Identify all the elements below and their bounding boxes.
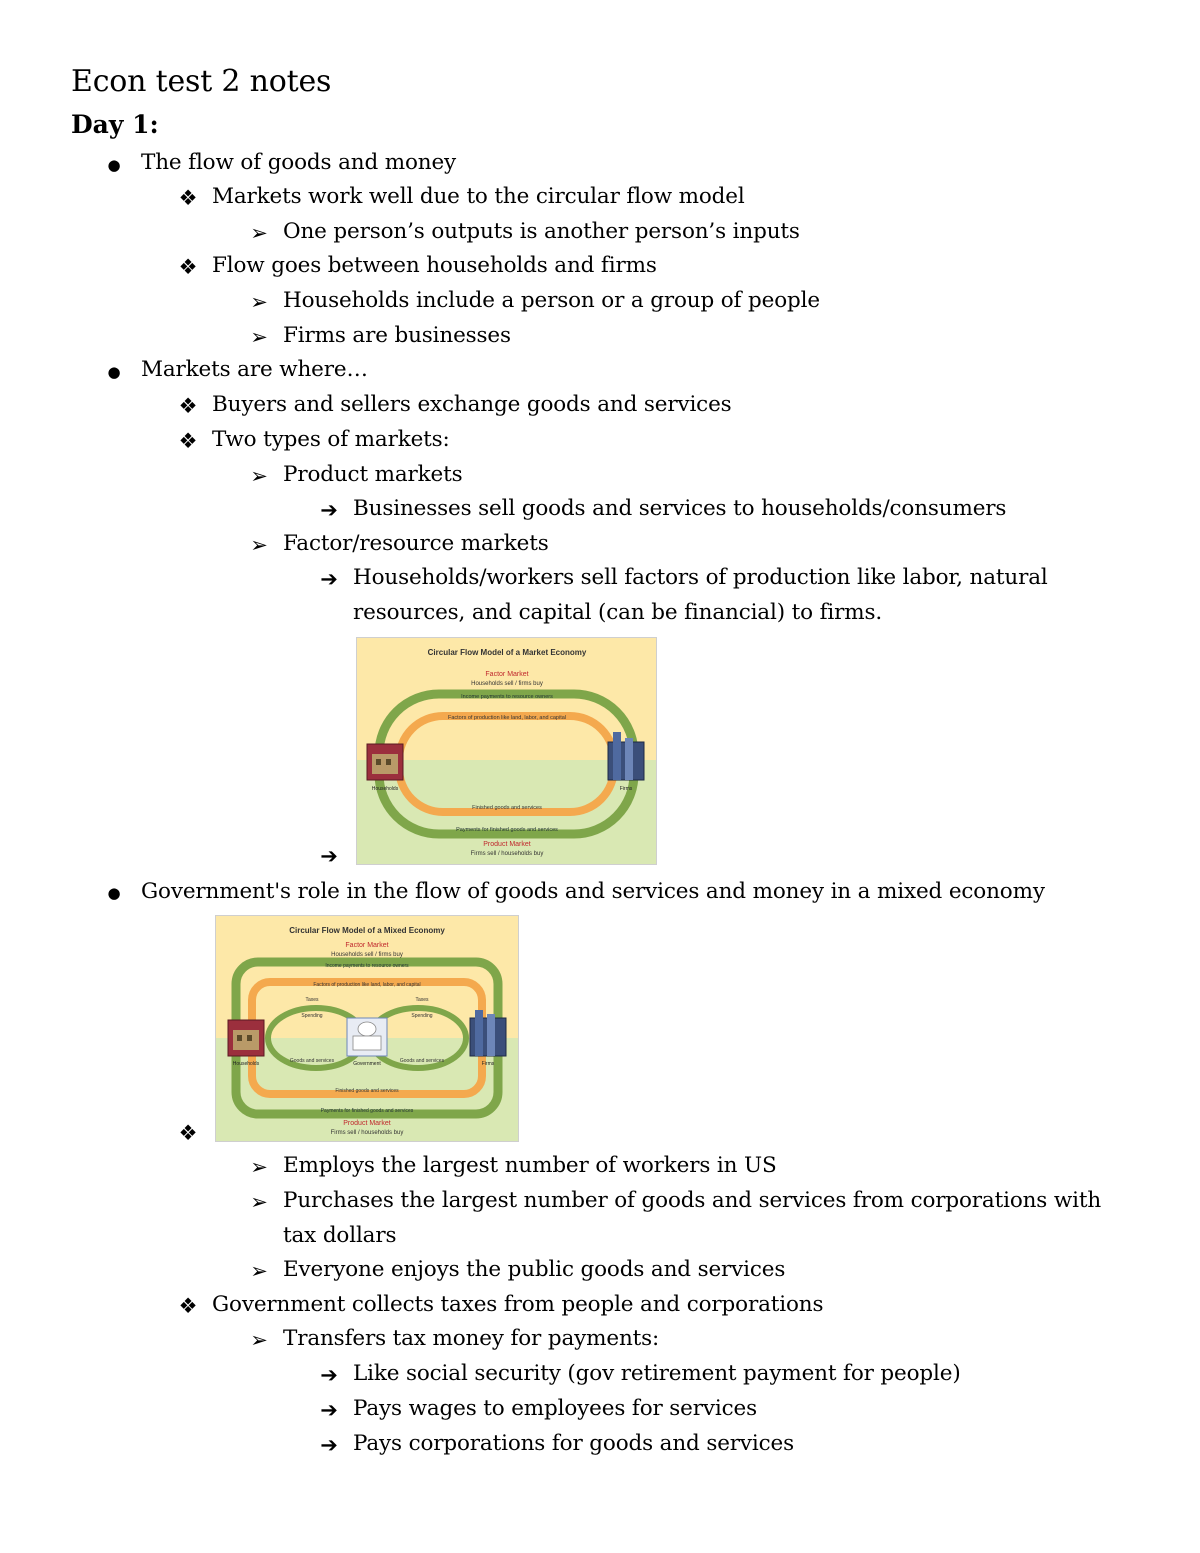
households-label: Households [371,786,399,792]
arrow-bullet-icon: ➔ [320,1398,338,1422]
product-market-sub: Firms sell / households buy [470,851,544,857]
households-icon [228,1020,264,1056]
market-economy-diagram [356,637,657,865]
product-market-sub: Firms sell / households buy [330,1130,404,1136]
list-item-continuation: tax dollars [283,1223,397,1248]
diamond-bullet-icon: ❖ [178,1121,198,1145]
diamond-bullet-icon: ❖ [178,394,198,418]
dot-bullet-icon: ● [107,156,121,174]
top-orange-label: Factors of production like land, labor, and capital [447,715,567,721]
top-green-label: Income payments to resource owners [325,963,409,969]
firms-label: Firms [619,786,633,792]
list-item: Flow goes between households and firms [212,253,657,278]
list-item: Businesses sell goods and services to households/consumers [353,496,1007,521]
diamond-bullet-icon: ❖ [178,255,198,279]
list-item: Markets work well due to the circular flow model [212,184,745,209]
top-orange-label: Factors of production like land, labor, and capital [313,982,421,988]
factor-market-label: Factor Market [485,671,529,678]
list-item: Firms are businesses [283,323,511,348]
product-market-label: Product Market [483,841,531,848]
page-title: Econ test 2 notes [71,64,332,99]
arrow-bullet-icon: ➔ [320,1363,338,1387]
list-item: Pays corporations for goods and services [353,1431,794,1456]
arrow-bullet-icon: ➔ [320,498,338,522]
chevron-bullet-icon: ➢ [250,1328,268,1352]
taxes-label-left: Taxes [305,997,319,1003]
arrow-bullet-icon: ➔ [320,844,338,868]
list-item-continuation: resources, and capital (can be financial) to firms. [353,600,883,625]
chevron-bullet-icon: ➢ [250,1259,268,1283]
chevron-bullet-icon: ➢ [250,1190,268,1214]
bottom-green-label: Payments for finished goods and services [456,827,558,833]
list-item: The flow of goods and money [141,150,457,175]
chevron-bullet-icon: ➢ [250,290,268,314]
factor-market-sub: Households sell / firms buy [471,681,543,687]
top-green-label: Income payments to resource owners [461,694,553,700]
bottom-orange-label: Finished goods and services [335,1088,399,1094]
chevron-bullet-icon: ➢ [250,1155,268,1179]
list-item: Pays wages to employees for services [353,1396,757,1421]
bottom-orange-label: Finished goods and services [472,805,542,811]
list-item: Product markets [283,462,463,487]
list-item: Government collects taxes from people and corporations [212,1292,824,1317]
diamond-bullet-icon: ❖ [178,429,198,453]
government-icon [347,1018,387,1056]
diamond-bullet-icon: ❖ [178,1294,198,1318]
government-label: Government [353,1061,381,1067]
chevron-bullet-icon: ➢ [250,221,268,245]
spending-label-right: Spending [411,1013,433,1019]
dot-bullet-icon: ● [107,363,121,381]
taxes-label-right: Taxes [415,997,429,1003]
arrow-bullet-icon: ➔ [320,1433,338,1457]
goods-services-label-left: Goods and services [289,1058,335,1064]
list-item: One person’s outputs is another person’s inputs [283,219,800,244]
chevron-bullet-icon: ➢ [250,464,268,488]
figure-title: Circular Flow Model of a Mixed Economy [289,926,445,935]
households-label: Households [232,1061,260,1067]
mixed-economy-diagram [215,915,519,1142]
product-market-label: Product Market [343,1120,391,1127]
list-item: Markets are where… [141,357,368,382]
chevron-bullet-icon: ➢ [250,533,268,557]
list-item: Like social security (gov retirement payment for people) [353,1361,961,1386]
firms-label: Firms [481,1061,495,1067]
list-item: Everyone enjoys the public goods and services [283,1257,786,1282]
factor-market-label: Factor Market [345,942,389,949]
figure-title: Circular Flow Model of a Market Economy [427,648,587,657]
list-item: Households/workers sell factors of production like labor, natural [353,565,1048,590]
list-item: Transfers tax money for payments: [283,1326,660,1351]
arrow-bullet-icon: ➔ [320,567,338,591]
list-item: Buyers and sellers exchange goods and services [212,392,732,417]
list-item: Two types of markets: [212,427,450,452]
diamond-bullet-icon: ❖ [178,186,198,210]
list-item: Employs the largest number of workers in US [283,1153,777,1178]
day-heading: Day 1: [71,110,159,139]
chevron-bullet-icon: ➢ [250,325,268,349]
factor-market-sub: Households sell / firms buy [331,952,403,958]
list-item: Households include a person or a group of people [283,288,820,313]
dot-bullet-icon: ● [107,884,121,902]
list-item: Purchases the largest number of goods and services from corporations with [283,1188,1102,1213]
bottom-green-label: Payments for finished goods and services [320,1108,414,1114]
spending-label-left: Spending [301,1013,323,1019]
households-icon [367,744,403,780]
list-item: Factor/resource markets [283,531,549,556]
goods-services-label-right: Goods and services [399,1058,445,1064]
list-item: Government's role in the flow of goods and services and money in a mixed economy [141,879,1045,904]
